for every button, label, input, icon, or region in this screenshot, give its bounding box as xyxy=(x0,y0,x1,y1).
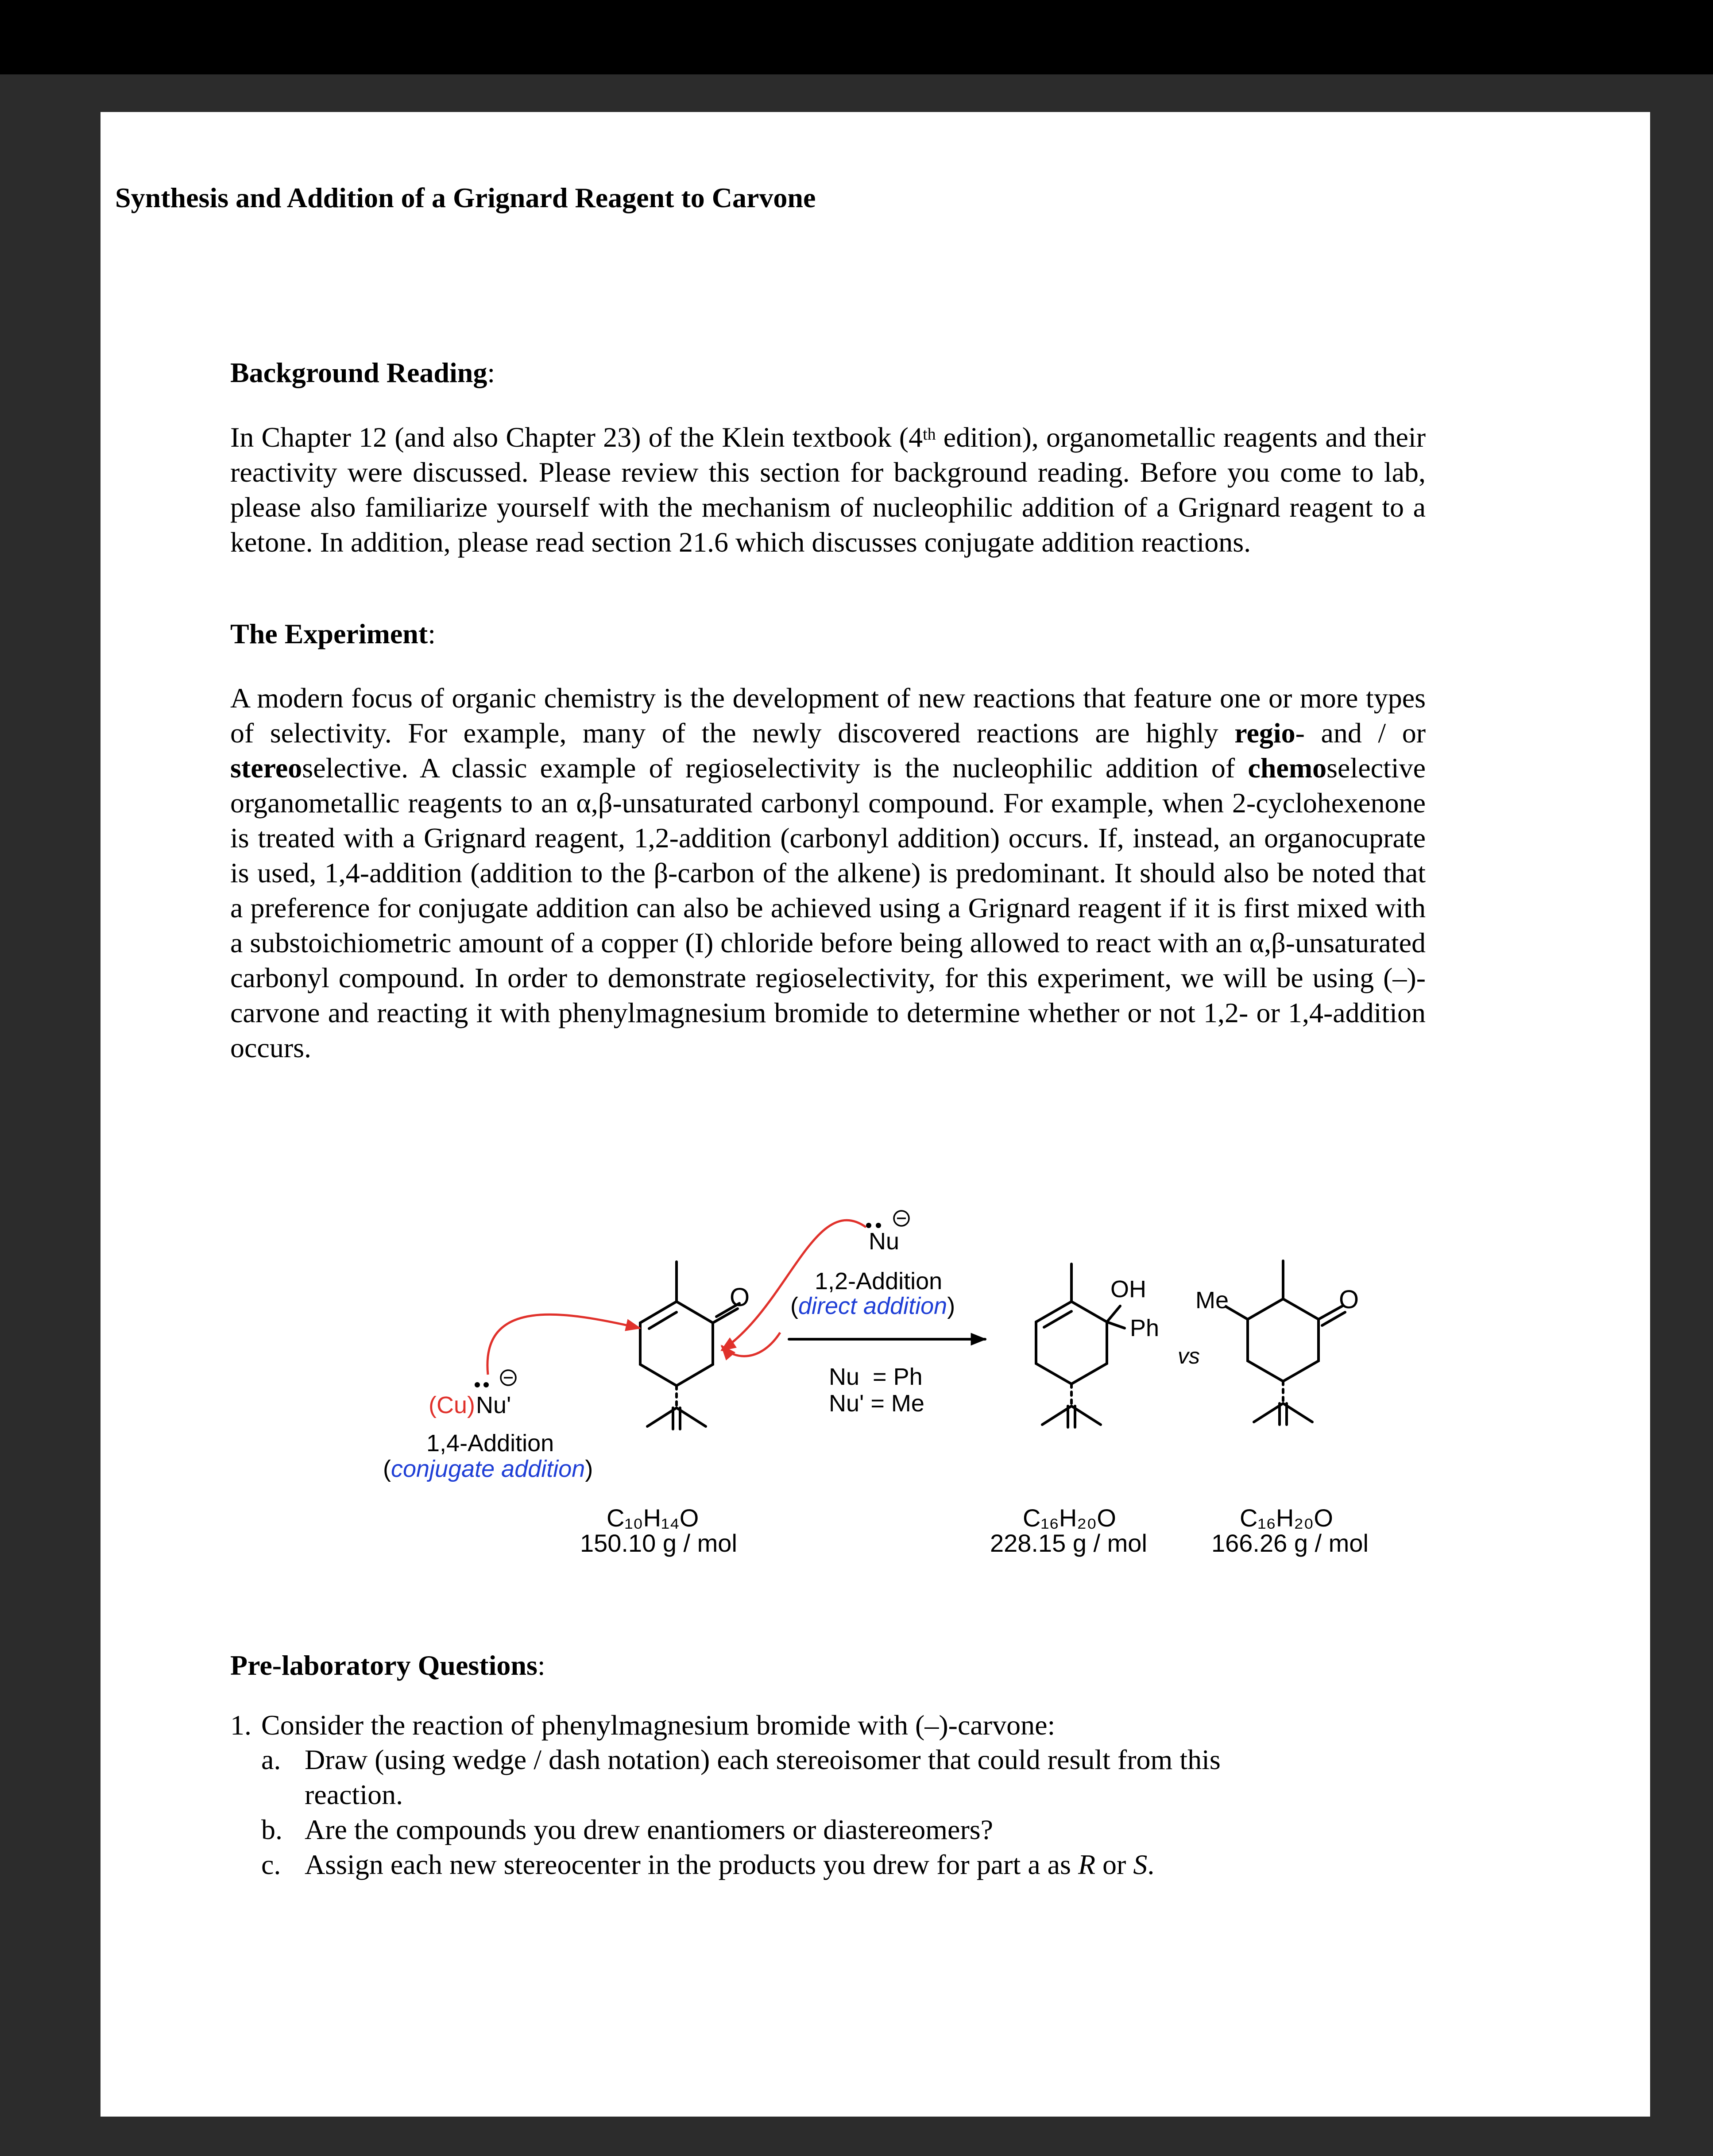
nu-top-charge xyxy=(894,1211,909,1226)
question-1c-period: . xyxy=(1147,1849,1155,1880)
bold-chemo: chemo xyxy=(1248,752,1327,784)
bold-regio: regio xyxy=(1234,717,1295,749)
question-1-text: Consider the reaction of phenylmagnesium bromide with (–)-carvone: xyxy=(261,1709,1056,1741)
background-text-start: In Chapter 12 (and also Chapter 23) of the Klein textbook (4 xyxy=(230,421,923,453)
question-1a-text-line2: reaction. xyxy=(305,1779,403,1810)
addition12-label: 1,2-Addition xyxy=(815,1268,943,1294)
background-heading-text: Background Reading xyxy=(230,357,487,388)
carvone-o-label: O xyxy=(730,1283,750,1312)
question-1c-number: c. xyxy=(261,1849,281,1880)
question-1a xyxy=(261,1742,1221,1777)
direct-close-paren: ) xyxy=(947,1293,955,1319)
addition14-label: 1,4-Addition xyxy=(426,1430,554,1457)
question-1b xyxy=(261,1812,993,1847)
vs-label: vs xyxy=(1178,1344,1200,1368)
experiment-text-1: A modern focus of organic chemistry is the development of new reactions that feature one or more types of selectivity. For example, many of the newly discovered reactions are highly xyxy=(230,682,1426,749)
question-1-number: 1. xyxy=(230,1709,251,1741)
product1-mw: 228.15 g / mol xyxy=(990,1529,1147,1557)
background-heading-colon: : xyxy=(487,357,495,388)
direct-addition-label xyxy=(790,1293,955,1319)
question-1b-number: b. xyxy=(261,1814,282,1845)
product2-o-label: O xyxy=(1339,1285,1359,1314)
question-1a-text-line1: Draw (using wedge / dash notation) each stereoisomer that could result from this xyxy=(305,1744,1221,1775)
document-title: Synthesis and Addition of a Grignard Reagent to Carvone xyxy=(115,182,816,213)
experiment-text-3: selective. A classic example of regioselectivity is the nucleophilic addition of xyxy=(302,752,1248,784)
reactant-mw: 150.10 g / mol xyxy=(580,1529,737,1557)
cu-label: (Cu) xyxy=(429,1392,475,1418)
conjugate-addition-text: conjugate addition xyxy=(391,1456,585,1482)
prelab-heading-colon: : xyxy=(537,1650,545,1681)
ph-label: Ph xyxy=(1130,1315,1160,1341)
nu-prime-label: Nu' xyxy=(476,1392,511,1418)
question-1c xyxy=(261,1847,1154,1882)
experiment-heading-colon: : xyxy=(428,618,436,649)
question-1c-or: or xyxy=(1095,1849,1133,1880)
question-1b-text: Are the compounds you drew enantiomers or diastereomers? xyxy=(305,1814,994,1845)
prelab-heading xyxy=(230,1649,545,1682)
product2-formula: C₁₆H₂₀O xyxy=(1240,1504,1333,1532)
carvone-structure xyxy=(640,1262,739,1429)
nu-prime-lone-pair xyxy=(475,1382,489,1387)
question-1a-number: a. xyxy=(261,1744,281,1775)
product1-formula: C₁₆H₂₀O xyxy=(1023,1504,1116,1532)
r-configuration: R xyxy=(1078,1849,1096,1880)
conj-open-paren: ( xyxy=(383,1456,391,1482)
curved-arrow-14 xyxy=(487,1314,640,1375)
conjugate-addition-label xyxy=(383,1456,593,1482)
oh-label: OH xyxy=(1110,1276,1146,1302)
question-1a-continued xyxy=(305,1777,403,1812)
nu-top-label: Nu xyxy=(869,1228,900,1255)
product-14-structure xyxy=(1226,1261,1345,1425)
experiment-text-2: - and / or xyxy=(1295,717,1426,749)
experiment-text-4: selective organometallic reagents to an α,β-unsaturated carbonyl compound. For example, when 2-cyclohexenone is treated with a Grignard reagent, 1,2-addition (carbonyl addition) occurs. If, instead, an organocuprate is used, 1,4-addition (addition to the β-carbon of the alkene) is predominant. It should also be noted that a preference for conjugate addition can also be achieved using a Grignard reagent if it is first mixed with a substoichiometric amount of a copper (I) chloride before being allowed to react with an α,β-unsaturated carbonyl compound. In order to demonstrate regioselectivity, for this experiment, we will be using (–)-carvone and reacting it with phenylmagnesium bromide to determine whether or not 1,2- or 1,4-addition occurs. xyxy=(230,752,1426,1063)
s-configuration: S xyxy=(1133,1849,1148,1880)
edition-superscript: th xyxy=(923,425,936,444)
direct-open-paren: ( xyxy=(790,1293,798,1319)
bold-stereo: stereo xyxy=(230,752,302,784)
background-text-end: edition), organometallic reagents and their reactivity were discussed. Please review this section for background reading. Before you come to lab, please also familiarize yourself with the mechanism of nucleophilic addition of a Grignard reagent to a ketone. In addition, please read section 21.6 which discusses conjugate addition reactions. xyxy=(230,421,1426,558)
conj-close-paren: ) xyxy=(585,1456,593,1482)
nu-prime-charge xyxy=(501,1370,516,1385)
reactant-formula: C₁₀H₁₄O xyxy=(607,1504,699,1532)
nu-top-lone-pair xyxy=(866,1223,881,1228)
prelab-heading-text: Pre-laboratory Questions xyxy=(230,1650,537,1681)
nu-prime-equals-me: Nu' = Me xyxy=(829,1390,924,1417)
me-label: Me xyxy=(1195,1287,1229,1314)
direct-addition-text: direct addition xyxy=(798,1293,947,1319)
question-1c-text: Assign each new stereocenter in the products you drew for part a as xyxy=(305,1849,1078,1880)
experiment-heading-text: The Experiment xyxy=(230,618,428,649)
product2-mw: 166.26 g / mol xyxy=(1211,1529,1369,1557)
question-1 xyxy=(230,1708,1055,1743)
nu-equals-ph: Nu = Ph xyxy=(829,1364,923,1390)
